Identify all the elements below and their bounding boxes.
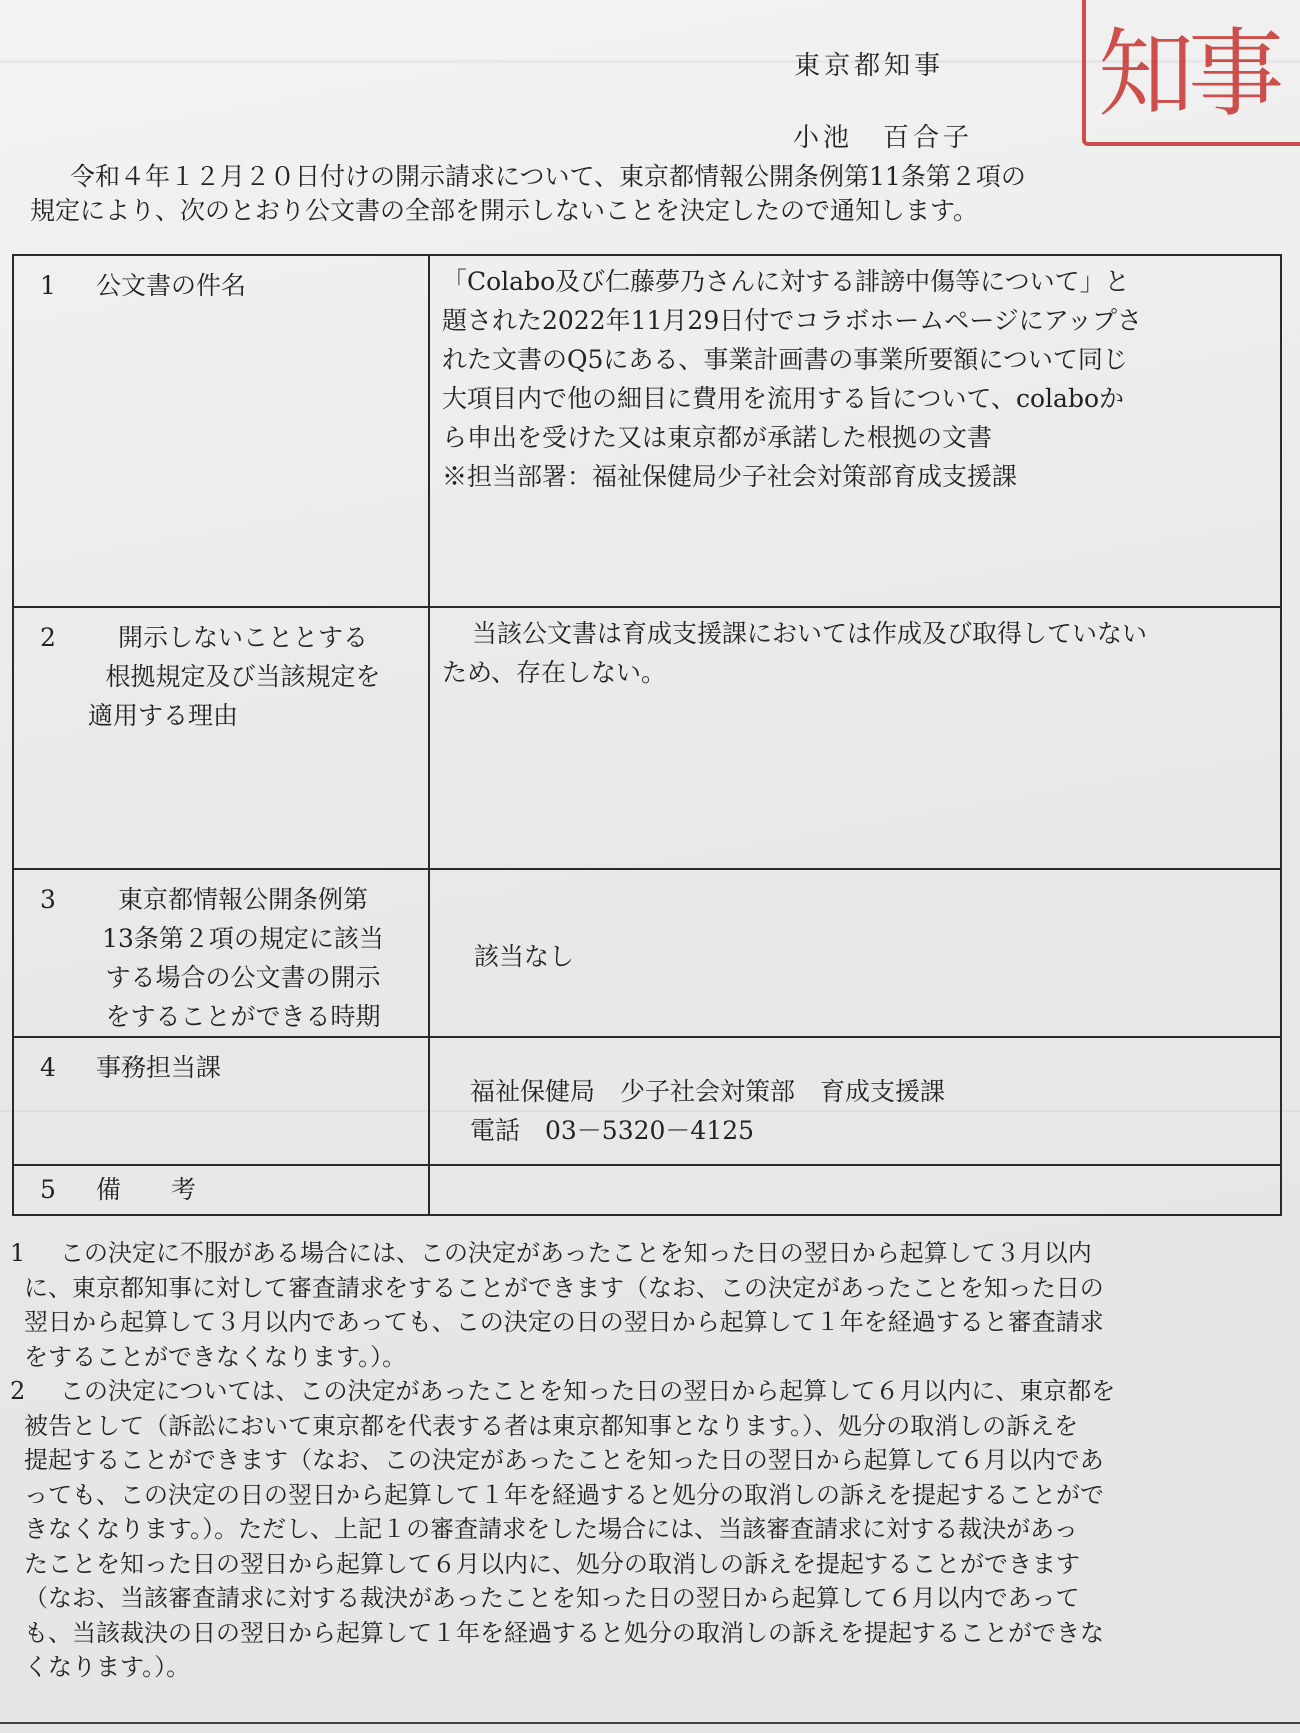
intro-paragraph [30,160,1270,228]
note-line: くなります。）。 [24,1653,191,1681]
note-number: 2 [10,1377,26,1405]
note-line: この決定に不服がある場合には、この決定があったことを知った日の翌日から起算して３月以内 [60,1239,1092,1267]
row-number: 1 [40,271,56,300]
row-label-line: 開示しないこととする [117,623,368,652]
row-number: 4 [40,1053,56,1082]
issuer-name: 小池 百合子 [793,123,974,153]
subject-line: 大項目内で他の細目に費用を流用する旨について、colaboか [442,384,1125,413]
office-phone: 電話 03－5320－4125 [470,1116,755,1145]
row-label-line: 東京都情報公開条例第 [117,885,368,914]
intro-line-2: 規定により、次のとおり公文書の全部を開示しないことを決定したので通知します。 [30,196,979,225]
row-label-cell [13,607,429,869]
note-line: きなくなります。）。ただし、上記１の審査請求をした場合には、当該審査請求に対する裁決があっ [24,1515,1078,1543]
table-row-office [13,1037,1281,1165]
note-line: をすることができなくなります。）。 [24,1342,407,1371]
table-row-remarks [13,1165,1281,1215]
row-label-line: 13条第２項の規定に該当 [102,924,384,953]
subject-line: 題された2022年11月29日付でコラボホームページにアップさ [442,306,1142,335]
row-number: 2 [40,623,56,652]
subject-line: ら申出を受けた又は東京都が承諾した根拠の文書 [442,423,993,452]
row-label-line: 根拠規定及び当該規定を [105,662,381,691]
row-number: 3 [40,885,56,914]
table-row-reason [13,607,1281,869]
row-content-cell [429,869,1281,1037]
official-seal [1082,0,1300,146]
reason-line: ため、存在しない。 [442,658,667,687]
row-content-cell [429,255,1281,607]
note-item [10,1374,1285,1685]
row-label-line: 適用する理由 [88,701,239,730]
note-line: この決定については、この決定があったことを知った日の翌日から起算して６月以内に、東京都を [60,1377,1116,1405]
row-content-cell [429,607,1281,869]
row-label-cell [13,1165,429,1215]
row-label-line: する場合の公文書の開示 [105,963,381,992]
note-line: に、東京都知事に対して審査請求をすることができます（なお、この決定があったことを知った日の [24,1273,1104,1302]
intro-line-1: 令和４年１２月２０日付けの開示請求について、東京都情報公開条例第11条第２項の [70,162,1026,191]
row-label-cell [13,255,429,607]
row-number: 5 [40,1175,56,1204]
note-line: たことを知った日の翌日から起算して６月以内に、処分の取消しの訴えを提起することができます [24,1549,1080,1578]
remarks-cell [429,1165,1281,1215]
row-label: 事務担当課 [95,1053,221,1082]
row-label-line: をすることができる時期 [105,1002,381,1031]
office-name: 福祉保健局 少子社会対策部 育成支援課 [470,1077,946,1106]
notes-section [10,1236,1285,1685]
note-line: っても、この決定の日の翌日から起算して１年を経過すると処分の取消しの訴えを提起することがで [24,1480,1104,1509]
subject-line: れた文書のQ5にある、事業計画書の事業所要額について同じ [442,345,1128,374]
row-label-cell [13,1037,429,1165]
bottom-rule [0,1722,1300,1724]
row-label-cell [13,869,429,1037]
note-item [10,1236,1285,1374]
note-line: 提起することができます（なお、この決定があったことを知った日の翌日から起算して６月以内であ [24,1446,1104,1474]
seal-glyphs: 知事 [1098,18,1278,130]
row-content-cell [429,1037,1281,1165]
note-line: （なお、当該審査請求に対する裁決があったことを知った日の翌日から起算して６月以内であって [24,1584,1080,1612]
note-number: 1 [10,1239,26,1267]
period-value: 該当なし [474,941,575,971]
row-label: 備 考 [95,1175,196,1204]
note-line: 翌日から起算して３月以内であっても、この決定の日の翌日から起算して１年を経過すると審査請求 [24,1308,1104,1336]
issuer-title: 東京都知事 [794,51,945,81]
reason-line: 当該公文書は育成支援課においては作成及び取得していない [472,619,1148,648]
table-row-subject [13,255,1281,607]
department-line: ※担当部署：福祉保健局少子社会対策部育成支援課 [442,462,1018,491]
subject-line: 「Colabo及び仁藤夢乃さんに対する誹謗中傷等について」と [442,267,1130,296]
row-label: 公文書の件名 [95,271,246,300]
row-label [88,880,398,1036]
note-line: 被告として（訴訟において東京都を代表する者は東京都知事となります。）、処分の取消しの訴えを [24,1411,1079,1440]
note-line: も、当該裁決の日の翌日から起算して１年を経過すると処分の取消しの訴えを提起することができな [24,1618,1104,1647]
decision-table [12,254,1282,1216]
row-label [88,618,398,735]
table-row-disclosure-period [13,869,1281,1037]
